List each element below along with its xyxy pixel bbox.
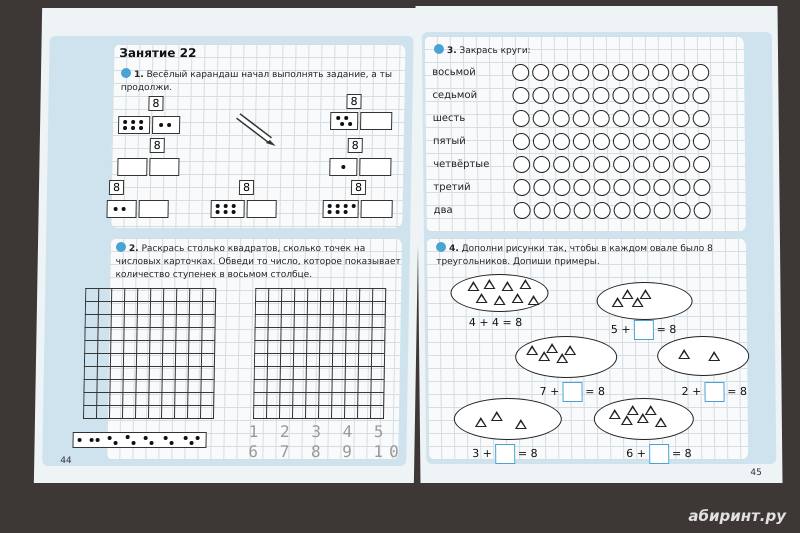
- answer-box[interactable]: [562, 382, 582, 402]
- flower-icon: [434, 44, 444, 54]
- lesson-title: Занятие 22: [119, 46, 197, 60]
- expression: [611, 320, 677, 340]
- card-dot: [336, 116, 340, 120]
- triangle-shape: [528, 295, 540, 305]
- ordinal-label: два: [433, 205, 453, 216]
- triangle-shape: [546, 343, 558, 353]
- triangle-shape: [526, 345, 538, 355]
- color-circle[interactable]: [613, 179, 630, 196]
- expression: [472, 444, 538, 464]
- color-circle[interactable]: [632, 64, 649, 81]
- triangle-oval: [596, 282, 692, 320]
- answer-box[interactable]: [495, 444, 515, 464]
- ordinal-label: восьмой: [432, 67, 476, 78]
- card-dot: [108, 436, 112, 440]
- task3-description: Закрась круги:: [459, 46, 531, 56]
- card-dot: [336, 204, 340, 208]
- color-circle[interactable]: [613, 110, 630, 127]
- color-circle[interactable]: [593, 156, 610, 173]
- color-circle[interactable]: [672, 64, 689, 81]
- color-circle[interactable]: [532, 87, 549, 104]
- triangle-shape: [494, 295, 506, 305]
- color-circle[interactable]: [533, 156, 550, 173]
- color-circle[interactable]: [614, 202, 631, 219]
- color-circle[interactable]: [554, 202, 571, 219]
- color-circle[interactable]: [632, 87, 649, 104]
- color-circle[interactable]: [573, 133, 590, 150]
- expression-left: 2 +: [681, 385, 702, 398]
- task3-number: 3.: [446, 46, 457, 56]
- pencil-icon: [230, 108, 281, 148]
- triangle-shape: [519, 279, 531, 289]
- card-dot: [123, 120, 127, 124]
- color-circle[interactable]: [653, 156, 670, 173]
- number-box: 8: [348, 138, 363, 153]
- dot-cards-strip: [72, 432, 206, 448]
- triangle-shape: [564, 345, 576, 355]
- expression-left: 3 +: [472, 447, 492, 460]
- color-circle[interactable]: [593, 110, 610, 127]
- card-dot: [139, 120, 143, 124]
- color-circle[interactable]: [533, 110, 550, 127]
- empty-card: [246, 200, 276, 218]
- trace-numbers-row2: 6 7 8 9 10: [248, 442, 405, 461]
- color-circle[interactable]: [652, 64, 669, 81]
- color-circle[interactable]: [673, 156, 690, 173]
- color-circle[interactable]: [673, 110, 690, 127]
- card-dot: [131, 120, 135, 124]
- color-circle[interactable]: [612, 87, 629, 104]
- color-circle[interactable]: [593, 179, 610, 196]
- expression-right: = 8: [656, 323, 677, 336]
- card-dot: [328, 210, 332, 214]
- flower-icon: [116, 242, 126, 252]
- triangle-shape: [501, 281, 513, 291]
- ordinal-label: пятый: [432, 136, 466, 147]
- color-circle[interactable]: [533, 133, 550, 150]
- dot-card: [322, 200, 358, 218]
- empty-card: [117, 158, 147, 176]
- expression-right: = 8: [585, 385, 606, 398]
- card-dot: [114, 207, 118, 211]
- square-grid-right: [253, 288, 386, 419]
- color-circle[interactable]: [553, 179, 570, 196]
- watermark: абиринт.ру: [688, 507, 786, 525]
- card-dot: [150, 441, 154, 445]
- color-circle[interactable]: [653, 110, 670, 127]
- color-circle[interactable]: [572, 87, 589, 104]
- triangle-shape: [678, 349, 690, 359]
- dot-card: [152, 116, 180, 134]
- color-circle[interactable]: [673, 179, 690, 196]
- dot-card: [329, 158, 357, 176]
- color-circle[interactable]: [693, 110, 710, 127]
- expression-right: = 8: [517, 447, 538, 460]
- left-page: [34, 8, 422, 483]
- flower-icon: [436, 242, 446, 252]
- triangle-shape: [708, 351, 720, 361]
- triangle-oval: [594, 398, 694, 440]
- color-circle[interactable]: [613, 156, 630, 173]
- expression: [626, 444, 692, 464]
- task1-text: [121, 68, 406, 95]
- triangle-shape: [609, 409, 621, 419]
- color-circle[interactable]: [534, 202, 551, 219]
- triangle-shape: [621, 415, 633, 425]
- card-dot: [139, 126, 143, 130]
- number-box: 8: [150, 138, 165, 153]
- triangle-shape: [483, 279, 495, 289]
- color-circle[interactable]: [553, 110, 570, 127]
- card-dot: [224, 204, 228, 208]
- color-circle[interactable]: [634, 202, 651, 219]
- color-circle[interactable]: [592, 64, 609, 81]
- color-circle[interactable]: [513, 179, 530, 196]
- expression: [539, 382, 605, 402]
- color-circle[interactable]: [594, 202, 611, 219]
- color-circle[interactable]: [633, 156, 650, 173]
- color-circle[interactable]: [613, 133, 630, 150]
- answer-box[interactable]: [704, 382, 724, 402]
- triangle-shape: [639, 289, 651, 299]
- triangle-shape: [467, 281, 479, 291]
- color-circle[interactable]: [513, 110, 530, 127]
- color-circle[interactable]: [513, 156, 530, 173]
- card-dot: [348, 122, 352, 126]
- expression-right: = 8: [671, 447, 692, 460]
- card-dot: [340, 122, 344, 126]
- right-page: [416, 6, 783, 483]
- color-circle[interactable]: [512, 64, 529, 81]
- color-circle[interactable]: [653, 133, 670, 150]
- task4-number: 4.: [448, 244, 459, 254]
- card-dot: [170, 441, 174, 445]
- card-dot: [159, 123, 163, 127]
- color-circle[interactable]: [652, 87, 669, 104]
- triangle-oval: [657, 336, 749, 376]
- square-grid-left: [83, 288, 216, 419]
- card-dot: [216, 210, 220, 214]
- color-circle[interactable]: [592, 87, 609, 104]
- task1-description: Весёлый карандаш начал выполнять задание, а ты продолжи.: [120, 70, 393, 93]
- card-dot: [232, 204, 236, 208]
- dot-card: [106, 200, 136, 218]
- ordinal-label: третий: [433, 182, 471, 193]
- empty-card: [360, 200, 392, 218]
- color-circle[interactable]: [653, 179, 670, 196]
- color-circle[interactable]: [693, 156, 710, 173]
- flower-icon: [121, 68, 131, 78]
- card-dot: [167, 123, 171, 127]
- card-dot: [328, 204, 332, 208]
- expression: 4 + 4 = 8: [468, 316, 523, 329]
- number-box: 8: [351, 180, 366, 195]
- color-circle[interactable]: [532, 64, 549, 81]
- triangle-shape: [512, 293, 524, 303]
- card-dot: [132, 441, 136, 445]
- color-circle[interactable]: [553, 156, 570, 173]
- number-box: 8: [109, 180, 124, 195]
- ordinal-label: четвёртые: [433, 159, 490, 170]
- expression-left: 5 +: [610, 323, 631, 336]
- task1-number: 1.: [133, 70, 144, 80]
- color-circle[interactable]: [693, 179, 710, 196]
- color-circle[interactable]: [673, 133, 690, 150]
- color-circle[interactable]: [693, 133, 710, 150]
- answer-box[interactable]: [634, 320, 654, 340]
- card-dot: [131, 126, 135, 130]
- triangle-shape: [655, 417, 667, 427]
- expression-right: = 8: [727, 385, 748, 398]
- card-dot: [341, 165, 345, 169]
- card-dot: [344, 116, 348, 120]
- triangle-oval: [450, 274, 548, 312]
- number-box: 8: [346, 94, 361, 109]
- card-dot: [114, 441, 118, 445]
- color-circle[interactable]: [514, 202, 531, 219]
- task3-text: [434, 44, 531, 58]
- number-box: 8: [148, 96, 163, 111]
- triangle-shape: [475, 417, 487, 427]
- task2-number: 2.: [128, 244, 139, 254]
- color-circle[interactable]: [572, 64, 589, 81]
- dot-card: [330, 112, 358, 130]
- color-circle[interactable]: [574, 202, 591, 219]
- triangle-oval: [454, 398, 562, 440]
- ordinal-label: шесть: [432, 113, 466, 124]
- triangle-shape: [645, 405, 657, 415]
- empty-card: [359, 158, 391, 176]
- dot-card: [118, 116, 150, 134]
- color-circle[interactable]: [552, 64, 569, 81]
- triangle-shape: [476, 293, 488, 303]
- card-dot: [126, 435, 130, 439]
- card-dot: [144, 436, 148, 440]
- triangle-shape: [515, 419, 527, 429]
- color-circle[interactable]: [674, 202, 691, 219]
- page-number-left: 44: [60, 456, 72, 466]
- color-circle[interactable]: [654, 202, 671, 219]
- color-circle[interactable]: [633, 179, 650, 196]
- dot-card: [210, 200, 244, 218]
- color-circle[interactable]: [633, 133, 650, 150]
- color-circle[interactable]: [573, 156, 590, 173]
- answer-box[interactable]: [649, 444, 669, 464]
- page-number-right: 45: [750, 468, 762, 478]
- color-circle[interactable]: [692, 87, 709, 104]
- empty-card: [360, 112, 392, 130]
- card-dot: [336, 210, 340, 214]
- card-dot: [78, 438, 82, 442]
- card-dot: [190, 441, 194, 445]
- color-circle[interactable]: [633, 110, 650, 127]
- color-circle[interactable]: [593, 133, 610, 150]
- color-circle[interactable]: [672, 87, 689, 104]
- task4-description: Дополни рисунки так, чтобы в каждом овале было 8 треугольников. Допиши примеры.: [436, 244, 713, 267]
- card-dot: [90, 438, 94, 442]
- empty-card: [138, 200, 168, 218]
- expression-left: 6 +: [626, 447, 646, 460]
- color-circle[interactable]: [694, 202, 711, 219]
- empty-card: [149, 158, 179, 176]
- expression-left: 7 +: [539, 385, 560, 398]
- color-circle[interactable]: [612, 64, 629, 81]
- expression: [681, 382, 747, 402]
- card-dot: [216, 204, 220, 208]
- card-dot: [96, 438, 100, 442]
- card-dot: [344, 204, 348, 208]
- card-dot: [123, 126, 127, 130]
- task2-description: Раскрась столько квадратов, сколько точек на числовых карточках. Обведи то число, которое показывает количество ступенек в восьмом столбце.: [115, 244, 401, 280]
- color-circle[interactable]: [513, 133, 530, 150]
- triangle-oval: [515, 336, 617, 378]
- color-circle[interactable]: [553, 133, 570, 150]
- color-circle[interactable]: [533, 179, 550, 196]
- number-box: 8: [239, 180, 254, 195]
- triangle-shape: [491, 411, 503, 421]
- color-circle[interactable]: [573, 179, 590, 196]
- card-dot: [232, 210, 236, 214]
- ordinal-label: седьмой: [432, 90, 478, 101]
- card-dot: [184, 436, 188, 440]
- color-circle[interactable]: [512, 87, 529, 104]
- card-dot: [352, 204, 356, 208]
- card-dot: [196, 436, 200, 440]
- card-dot: [224, 210, 228, 214]
- card-dot: [344, 210, 348, 214]
- card-dot: [164, 436, 168, 440]
- task4-text: [436, 242, 736, 269]
- color-circle[interactable]: [573, 110, 590, 127]
- card-dot: [122, 207, 126, 211]
- task2-text: [115, 242, 401, 282]
- color-circle[interactable]: [692, 64, 709, 81]
- trace-numbers-row1: 1 2 3 4 5: [248, 422, 390, 441]
- color-circle[interactable]: [552, 87, 569, 104]
